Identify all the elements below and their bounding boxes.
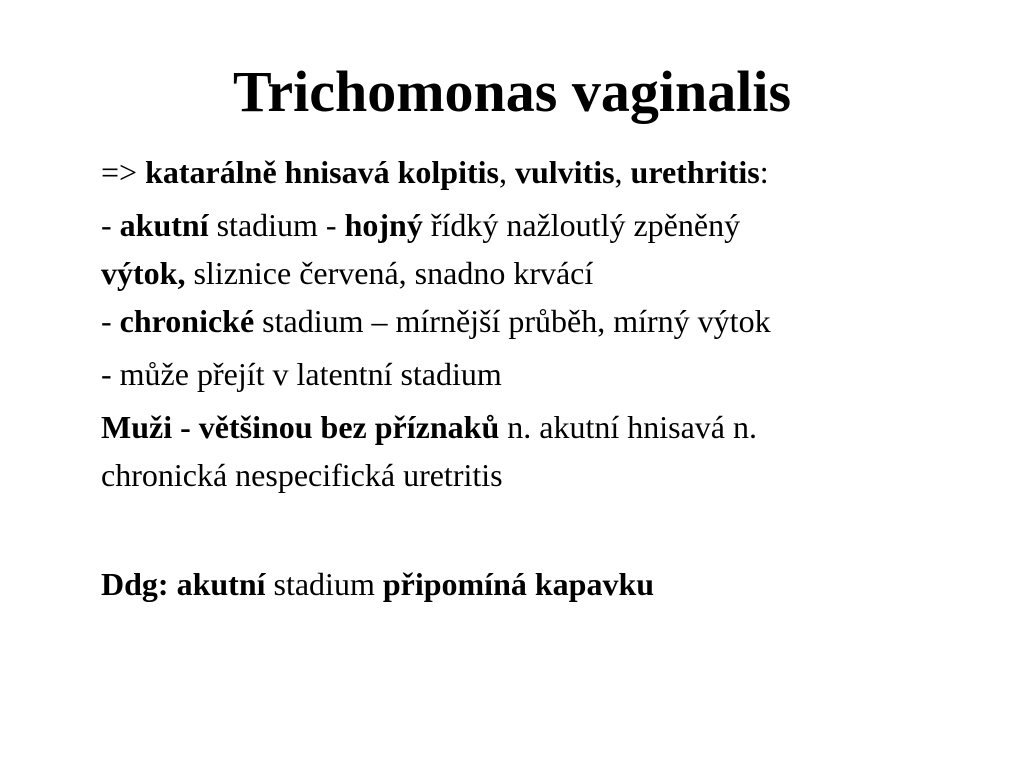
text: chronická nespecifická uretritis [101, 457, 503, 493]
term-vulvitis: vulvitis [514, 154, 615, 190]
separator: , [498, 154, 515, 190]
line-symptoms [101, 148, 981, 196]
text: řídký nažloutlý zpěněný [422, 207, 741, 243]
text: stadium – mírnější průběh, mírný výtok [254, 303, 771, 339]
slide-body [101, 148, 981, 608]
line-ddg [101, 560, 981, 608]
term-kolpitis: katarálně hnisavá kolpitis [145, 154, 499, 190]
dash: - [101, 303, 120, 339]
slide-title: Trichomonas vaginalis [232, 59, 792, 124]
colon: : [759, 154, 769, 190]
separator: , [614, 154, 631, 190]
line-men [101, 403, 981, 451]
term-men: Muži - většinou bez příznaků [101, 409, 500, 445]
line-latent [101, 350, 981, 398]
term-urethritis: urethritis [630, 154, 760, 190]
text: n. akutní hnisavá n. [499, 409, 757, 445]
line-chronic-stage [101, 297, 981, 345]
dash: - [101, 207, 120, 243]
term-ddg: Ddg: akutní [101, 566, 266, 602]
line-acute-stage [101, 201, 981, 249]
term-kapavka: připomíná kapavku [382, 566, 655, 602]
term-akutni: akutní [119, 207, 209, 243]
line-men-cont [101, 451, 981, 499]
term-vytok: výtok, [101, 255, 186, 291]
arrow: => [101, 154, 146, 190]
text: stadium - [208, 207, 345, 243]
text: sliznice červená, snadno krvácí [185, 255, 594, 291]
term-hojny: hojný [344, 207, 423, 243]
text: - může přejít v latentní stadium [101, 356, 502, 392]
term-chronicke: chronické [119, 303, 255, 339]
line-acute-stage-cont [101, 249, 981, 297]
text: stadium [265, 566, 383, 602]
